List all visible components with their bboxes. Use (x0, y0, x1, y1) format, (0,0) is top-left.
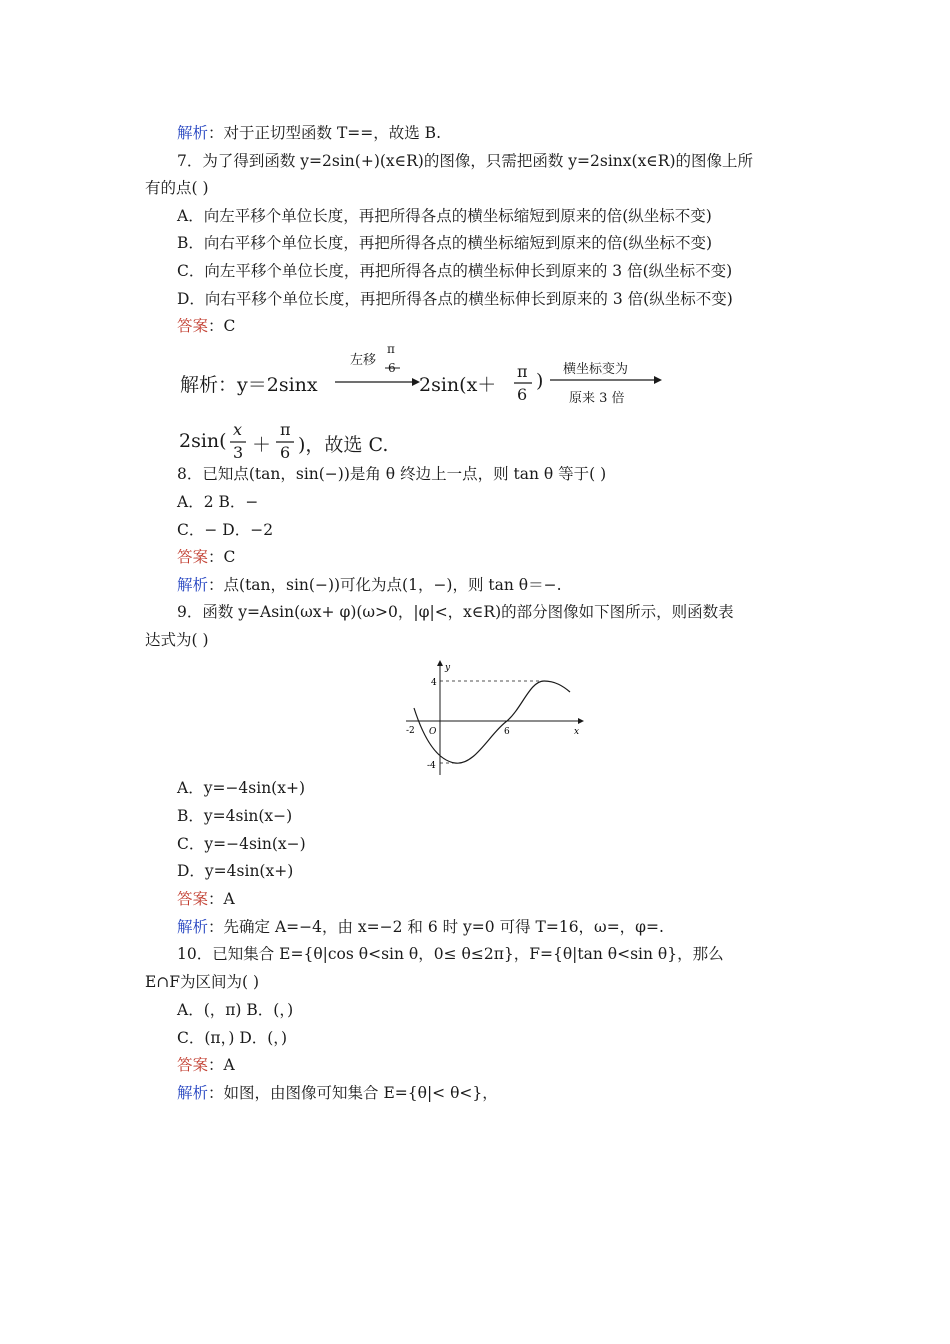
answer-text: ：C (208, 548, 236, 566)
explanation-text: ：点(tan，sin(−))可化为点(1，−)，则 tan θ＝−. (208, 576, 562, 594)
q7-option-b: B．向右平移个单位长度，再把所得各点的横坐标缩短到原来的倍(纵坐标不变) (177, 234, 712, 252)
tick-label-4: 4 (431, 678, 437, 688)
q9-explanation-line (177, 915, 664, 939)
q7-stem-line2: 有的点( ) (145, 179, 209, 197)
tick-label-neg4: -4 (427, 761, 436, 771)
result-plus: ＋ (252, 434, 272, 456)
y-axis-arrow (437, 660, 443, 666)
q7-answer-line (177, 314, 235, 338)
q10-options-cd: C．(π，) D．(，) (177, 1029, 288, 1047)
answer-text: ：A (208, 1056, 235, 1074)
q9-option-c: C．y=−4sin(x−) (177, 835, 306, 853)
explanation-label: 解析 (177, 1084, 209, 1102)
derivation-lead: 解析：y＝2sinx (180, 374, 318, 396)
q10-stem-line1: 10．已知集合 E={θ|cos θ<sin θ，0≤ θ≤2π}，F={θ|tan θ<sin θ}，那么 (177, 945, 724, 963)
tick-label-neg2: -2 (406, 726, 415, 736)
q7-option-c: C．向左平移个单位长度，再把所得各点的横坐标伸长到原来的 3 倍(纵坐标不变) (177, 262, 733, 280)
q8-options-ab: A．2 B．− (177, 493, 259, 511)
derivation-mid: 2sin(x＋ (419, 374, 497, 396)
answer-label: 答案 (177, 317, 209, 335)
q7-option-a: A．向左平移个单位长度，再把所得各点的横坐标缩短到原来的倍(纵坐标不变) (177, 207, 712, 225)
sine-curve (414, 681, 570, 763)
mid-frac-den: 6 (517, 385, 528, 404)
mid-close-paren: ) (536, 370, 544, 392)
answer-label: 答案 (177, 548, 209, 566)
q6-explanation-line (177, 121, 441, 145)
arrow2-top-label: 横坐标变为 (563, 362, 629, 377)
q8-explanation-line (177, 573, 562, 597)
x-axis-label: x (574, 727, 580, 737)
origin-label: O (429, 727, 437, 737)
arrow-shift-left (330, 346, 430, 396)
answer-text: ：C (208, 317, 236, 335)
q9-option-a: A．y=−4sin(x+) (177, 779, 306, 797)
sine-graph (400, 658, 590, 778)
answer-text: ：A (208, 890, 235, 908)
q10-answer-line (177, 1053, 235, 1077)
q8-answer-line (177, 545, 235, 569)
q9-stem-line1: 9．函数 y=Asin(ωx+ φ)(ω>0，|φ|<，x∈R)的部分图像如下图所示，则函数表 (177, 603, 734, 621)
result-frac2-num: π (280, 420, 291, 439)
y-axis-label: y (445, 663, 451, 673)
result-suffix: )，故选 C. (298, 434, 389, 456)
explanation-label: 解析 (177, 124, 209, 142)
arrow2-bottom-label: 原来 3 倍 (569, 391, 625, 406)
explanation-label: 解析 (177, 576, 209, 594)
q9-stem-line2: 达式为( ) (145, 631, 209, 649)
q10-explanation-line (177, 1081, 498, 1105)
mid-frac-num: π (517, 362, 528, 381)
q9-option-b: B．y=4sin(x−) (177, 807, 293, 825)
answer-label: 答案 (177, 1056, 209, 1074)
q9-answer-line (177, 887, 235, 911)
explanation-text: ：对于正切型函数 T==，故选 B. (208, 124, 442, 142)
q10-stem-line2: E∩F为区间为( ) (145, 973, 260, 991)
q8-options-cd: C．− D．−2 (177, 521, 274, 539)
q8-stem: 8．已知点(tan，sin(−))是角 θ 终边上一点，则 tan θ 等于( ) (177, 465, 607, 483)
arrow1-frac-den: 6 (388, 361, 396, 375)
q10-options-ab: A．(，π) B．(，) (177, 1001, 294, 1019)
arrow1-top-label: 左移 (350, 353, 377, 368)
result-prefix: 2sin( (179, 430, 227, 452)
explanation-text: ：如图，由图像可知集合 E={θ|< θ<}， (208, 1084, 498, 1102)
explanation-text: ：先确定 A=−4，由 x=−2 和 6 时 y=0 可得 T=16，ω=，φ=. (208, 918, 664, 936)
x-axis-arrow (578, 718, 584, 724)
result-frac1-num: x (233, 420, 243, 439)
explanation-label: 解析 (177, 918, 209, 936)
result-frac2-den: 6 (280, 443, 291, 462)
tick-label-6: 6 (504, 727, 510, 737)
q7-option-d: D．向右平移个单位长度，再把所得各点的横坐标伸长到原来的 3 倍(纵坐标不变) (177, 290, 733, 308)
arrow1-frac-num: π (387, 342, 395, 356)
result-frac1-den: 3 (233, 443, 244, 462)
q9-option-d: D．y=4sin(x+) (177, 862, 294, 880)
answer-label: 答案 (177, 890, 209, 908)
q7-stem-line1: 7．为了得到函数 y=2sin(+)(x∈R)的图像，只需把函数 y=2sinx(x∈R)的图像上所 (177, 152, 753, 170)
